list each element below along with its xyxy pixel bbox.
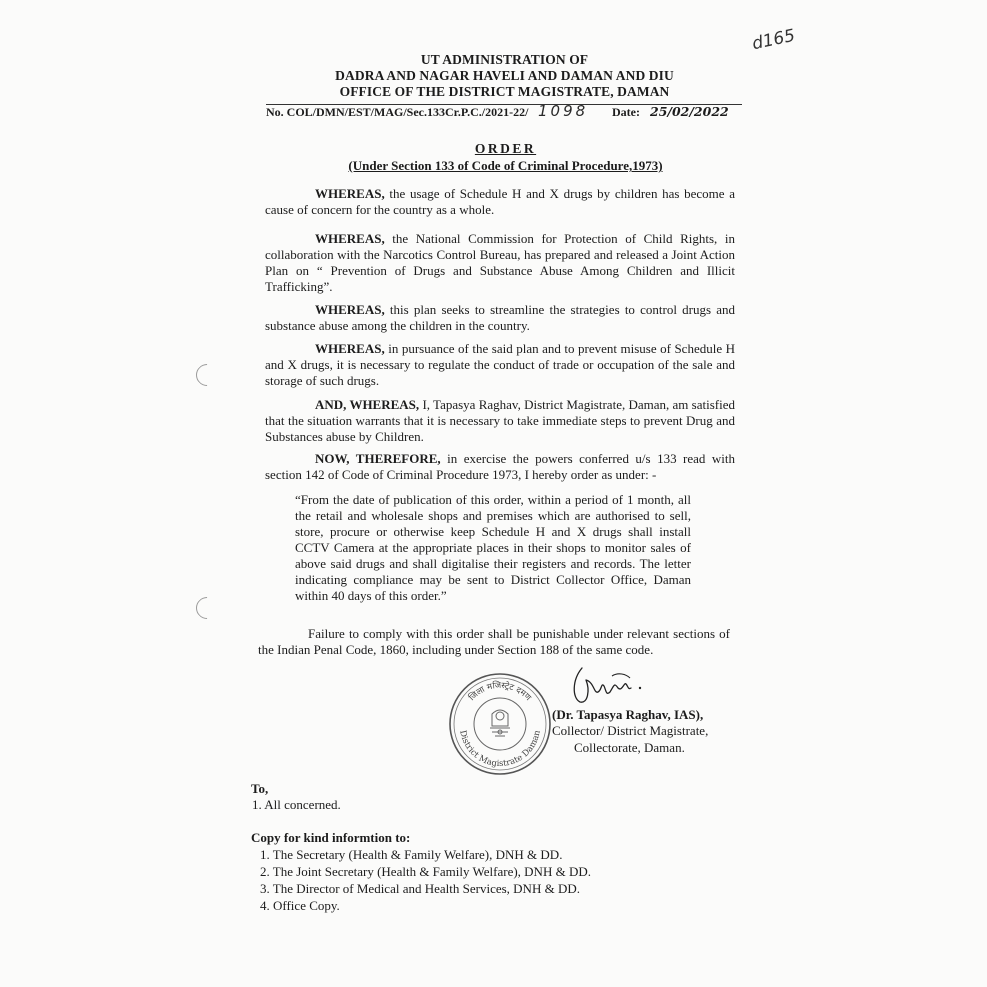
to-item: 1. All concerned. bbox=[252, 797, 341, 812]
list-item: 4. Office Copy. bbox=[260, 898, 340, 913]
paragraph-lead: AND, WHEREAS, bbox=[315, 397, 420, 412]
header-line-1: UT ADMINISTRATION OF bbox=[420, 52, 589, 67]
page-number-annotation: d165 bbox=[750, 25, 797, 55]
signatory-name: (Dr. Tapasya Raghav, IAS), bbox=[552, 707, 704, 722]
reference-number: No. COL/DMN/EST/MAG/Sec.133Cr.P.C./2021-22/ bbox=[266, 105, 529, 119]
failure-clause bbox=[258, 626, 730, 658]
order-subtitle: (Under Section 133 of Code of Criminal Procedure,1973) bbox=[348, 158, 663, 173]
paragraph-whereas-3 bbox=[265, 302, 735, 334]
header-line-2: DADRA AND NAGAR HAVELI AND DAMAN AND DIU bbox=[335, 68, 674, 83]
list-item: 1. The Secretary (Health & Family Welfare), DNH & DD. bbox=[260, 847, 563, 862]
reference-number-handwritten: 1098 bbox=[538, 102, 589, 120]
paragraph-text: the National Commission for Protection of Child Rights, in collaboration with the Narcotics Control Bureau, has prepared and released a Joint Action Plan on “ Prevention of Drugs and Substance Abuse Among Children and Illicit Trafficking”. bbox=[265, 231, 735, 294]
paragraph-lead: WHEREAS, bbox=[315, 302, 385, 317]
official-seal bbox=[448, 672, 552, 776]
list-item: 3. The Director of Medical and Health Services, DNH & DD. bbox=[260, 881, 580, 896]
paragraph-whereas-1 bbox=[265, 186, 735, 218]
paragraph-lead: WHEREAS, bbox=[315, 231, 385, 246]
paragraph-text: this plan seeks to streamline the strategies to control drugs and substance abuse among the children in the country. bbox=[265, 302, 735, 333]
paragraph-now-therefore bbox=[265, 451, 735, 483]
order-directive-quote: “From the date of publication of this order, within a period of 1 month, all the retail and wholesale shops and premises which are authorised to sell, store, procure or otherwise keep Schedule H and X drugs shall install CCTV Camera at the appropriate places in their shops to monitor sales of above said drugs and shall digitalise their registers and records. The letter indicating compliance may be sent to District Collector Office, Daman within 40 days of this order.” bbox=[295, 492, 691, 603]
signatory-office: Collectorate, Daman. bbox=[574, 740, 685, 755]
copy-to-label: Copy for kind informtion to: bbox=[251, 830, 411, 845]
failure-clause-text: Failure to comply with this order shall be punishable under relevant sections of the Indian Penal Code, 1860, including under Section 188 of the same code. bbox=[258, 626, 730, 657]
seal-hindi-text: जिला मजिस्ट्रेट दमण bbox=[467, 680, 533, 704]
paragraph-whereas-2 bbox=[265, 231, 735, 295]
paragraph-lead: NOW, THEREFORE, bbox=[315, 451, 441, 466]
paragraph-whereas-4 bbox=[265, 341, 735, 389]
paragraph-text: in exercise the powers conferred u/s 133 read with section 142 of Code of Criminal Procedure 1973, I hereby order as under: - bbox=[265, 451, 735, 482]
date-handwritten: 25/02/2022 bbox=[650, 104, 729, 119]
signature bbox=[568, 662, 658, 706]
svg-text:जिला मजिस्ट्रेट दमण bbox=[467, 680, 534, 704]
paragraph-and-whereas bbox=[265, 397, 735, 445]
emblem-icon bbox=[490, 710, 510, 736]
paragraph-text: in pursuance of the said plan and to prevent misuse of Schedule H and X drugs, it is necessary to regulate the conduct of trade or occupation of the sale and storage of such drugs. bbox=[265, 341, 735, 388]
seal-english-text: District Magistrate Daman bbox=[457, 729, 543, 770]
punch-hole-mark bbox=[191, 592, 222, 623]
to-label: To, bbox=[251, 781, 269, 796]
punch-hole-mark bbox=[191, 359, 222, 390]
paragraph-lead: WHEREAS, bbox=[315, 341, 385, 356]
paragraph-text: I, Tapasya Raghav, District Magistrate, Daman, am satisfied that the situation warrants that it is necessary to take immediate steps to prevent Drug and Substances abuse by Children. bbox=[265, 397, 736, 444]
paragraph-lead: WHEREAS, bbox=[315, 186, 385, 201]
header-line-3: OFFICE OF THE DISTRICT MAGISTRATE, DAMAN bbox=[339, 84, 670, 99]
paragraph-text: the usage of Schedule H and X drugs by children has become a cause of concern for the country as a whole. bbox=[265, 186, 735, 217]
date-label: Date: bbox=[612, 105, 640, 119]
copy-to-list bbox=[260, 846, 591, 914]
list-item: 2. The Joint Secretary (Health & Family Welfare), DNH & DD. bbox=[260, 864, 591, 879]
signatory-designation: Collector/ District Magistrate, bbox=[552, 723, 709, 738]
order-title: ORDER bbox=[474, 141, 537, 156]
